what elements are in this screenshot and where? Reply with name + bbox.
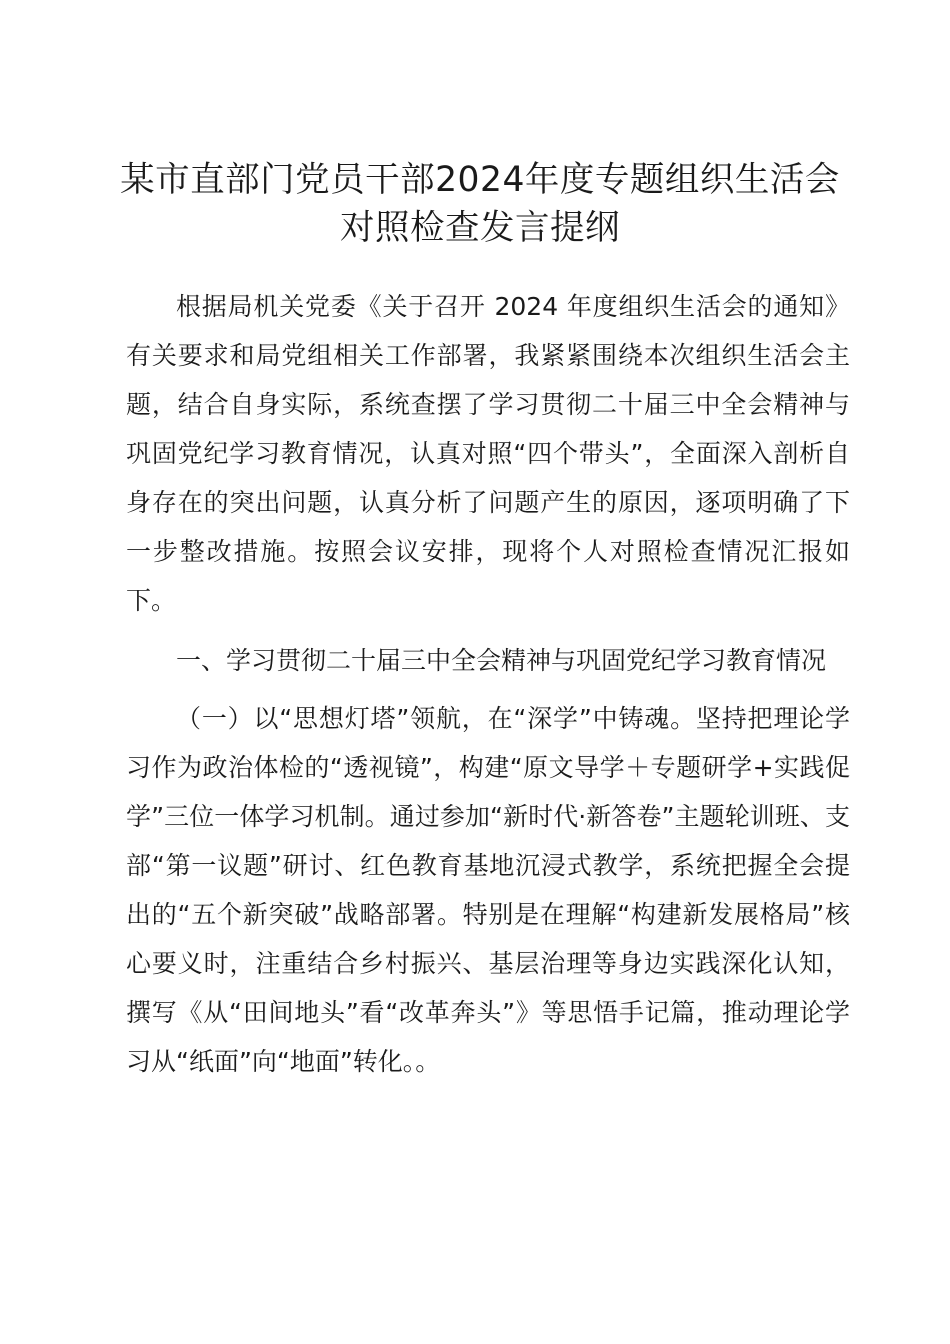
section-heading: 一、学习贯彻二十届三中全会精神与巩固党纪学习教育情况 (176, 646, 827, 675)
subsection-paragraph: （一）以“思想灯塔”领航，在“深学”中铸魂。坚持把理论学习作为政治体检的“透视镜”，构建“原文导学＋专题研学+实践促学”三位一体学习机制。通过参加“新时代·新答卷”主题轮训班、支部“第一议题”研讨、红色教育基地沉浸式教学，系统把握全会提出的“五个新突破”战略部署。特别是在理解“构建新发展格局”核心要义时，注重结合乡村振兴、基层治理等身边实践深化认知，撰写《从“田间地头”看“改革奔头”》等思悟手记篇，推动理论学习从“纸面”向“地面”转化。。 (126, 704, 850, 1076)
intro-paragraph: 根据局机关党委《关于召开 2024 年度组织生活会的通知》有关要求和局党组相关工作部署，我紧紧围绕本次组织生活会主题，结合自身实际，系统查摆了学习贯彻二十届三中全会精神与巩固党纪学习教育情况，认真对照“四个带头”，全面深入剖析自身存在的突出问题，认真分析了问题产生的原因，逐项明确了下一步整改措施。按照会议安排，现将个人对照检查情况汇报如下。 (126, 292, 850, 615)
document-body (126, 282, 850, 1095)
document-title: 某市直部门党员干部2024年度专题组织生活会对照检查发言提纲 (120, 160, 840, 248)
